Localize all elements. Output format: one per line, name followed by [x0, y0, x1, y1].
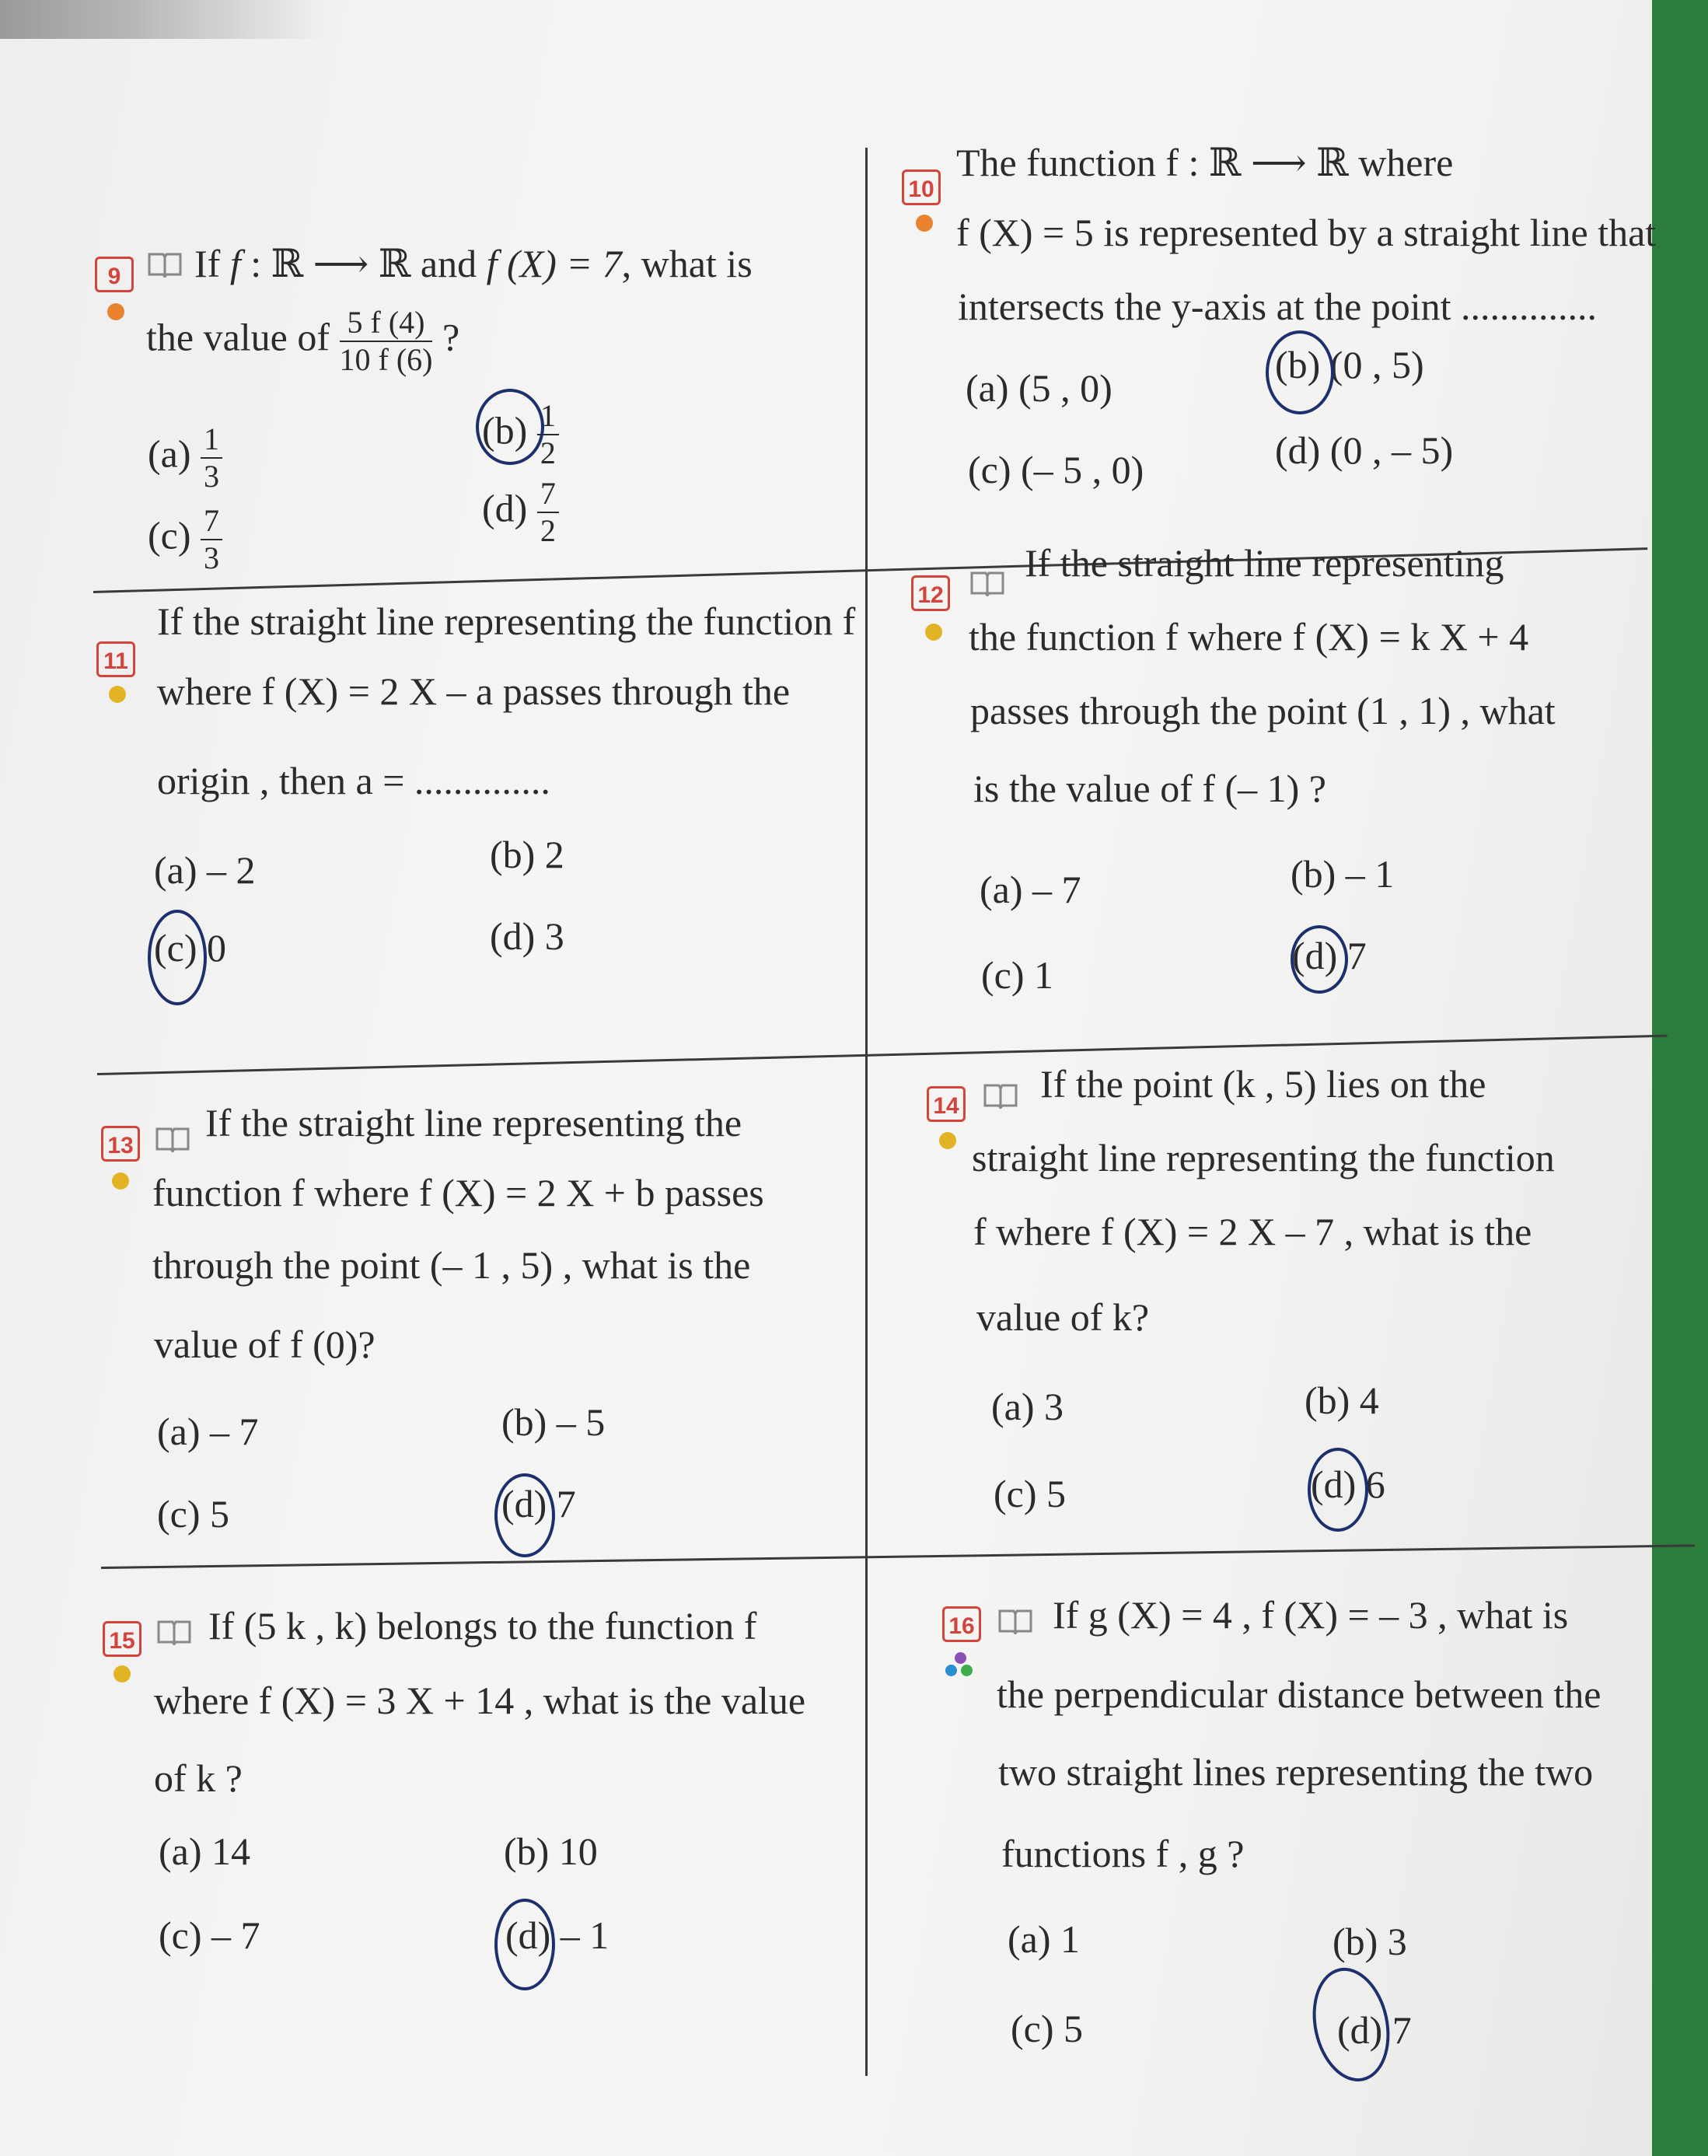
question-16-line-1: If g (X) = 4 , f (X) = – 3 , what is	[1053, 1593, 1569, 1637]
option-a[interactable]: (a) – 7	[157, 1410, 259, 1453]
question-14-line-2: straight line representing the function	[972, 1136, 1555, 1179]
option-b[interactable]: (b) 2	[490, 833, 564, 876]
option-c[interactable]: (c) (– 5 , 0)	[968, 448, 1144, 491]
question-14-line-1: If the point (k , 5) lies on the	[1040, 1062, 1486, 1106]
question-number-badge: 13	[101, 1126, 140, 1162]
option-b[interactable]: (b) 4	[1305, 1379, 1379, 1422]
question-16-line-2: the perpendicular distance between the	[997, 1672, 1601, 1716]
question-14-line-4: value of k?	[976, 1295, 1150, 1339]
option-a[interactable]: (a) 1	[1008, 1917, 1080, 1961]
option-a[interactable]: (a) $\frac{1}{3}$	[148, 424, 222, 492]
option-d[interactable]: (d) 7	[1292, 934, 1367, 977]
option-c[interactable]: (c) 5	[157, 1492, 229, 1536]
question-9-line-2: the value of $\frac{5 f (4)}{10 f (6)}$ ?	[146, 305, 460, 377]
option-a[interactable]: (a) 14	[159, 1829, 250, 1873]
option-c[interactable]: (c) $\frac{7}{3}$	[148, 505, 222, 574]
difficulty-dot	[916, 215, 933, 232]
difficulty-dot	[112, 1172, 129, 1190]
column-divider	[865, 148, 868, 2076]
question-12-line-4: is the value of f (– 1) ?	[973, 767, 1327, 810]
option-c[interactable]: (c) – 7	[159, 1913, 260, 1957]
option-c[interactable]: (c) 5	[1011, 2007, 1083, 2050]
option-c[interactable]: (c) 0	[154, 926, 226, 970]
option-b[interactable]: (b) (0 , 5)	[1275, 343, 1424, 386]
option-b[interactable]: (b) 3	[1333, 1920, 1407, 1963]
option-d[interactable]: (d) 6	[1311, 1462, 1385, 1506]
question-10-line-3: intersects the y-axis at the point ..............	[958, 285, 1598, 328]
option-c[interactable]: (c) 1	[981, 953, 1053, 997]
question-13-line-1: If the straight line representing the	[205, 1101, 742, 1144]
question-14-line-3: f where f (X) = 2 X – 7 , what is the	[973, 1210, 1532, 1253]
option-a[interactable]: (a) 3	[991, 1385, 1064, 1428]
difficulty-dot	[925, 624, 942, 641]
answer-circle	[1308, 1448, 1368, 1532]
answer-circle	[494, 1899, 555, 1990]
question-10-line-1: The function f : ℝ ⟶ ℝ where	[956, 141, 1454, 184]
question-13-line-2: function f where f (X) = 2 X + b passes	[152, 1171, 764, 1214]
question-number-badge: 10	[902, 169, 941, 205]
question-11-line-2: where f (X) = 2 X – a passes through the	[157, 669, 791, 713]
answer-circle	[476, 389, 544, 465]
option-a[interactable]: (a) (5 , 0)	[966, 366, 1112, 410]
question-16-line-4: functions f , g ?	[1001, 1832, 1245, 1875]
difficulty-dot	[109, 686, 126, 703]
book-icon	[970, 570, 1004, 596]
row-divider-3	[101, 1544, 1695, 1569]
question-12-line-2: the function f where f (X) = k X + 4	[969, 615, 1529, 659]
question-13-line-4: value of f (0)?	[154, 1323, 375, 1366]
question-number-badge: 16	[942, 1606, 981, 1642]
question-11-line-3: origin , then a = ..............	[157, 759, 550, 802]
difficulty-dot	[107, 303, 124, 320]
option-a[interactable]: (a) – 7	[980, 868, 1081, 911]
option-d[interactable]: (d) (0 , – 5)	[1275, 428, 1454, 472]
question-number-badge: 12	[911, 575, 950, 611]
option-c[interactable]: (c) 5	[994, 1472, 1066, 1515]
option-d[interactable]: (d) 3	[490, 914, 564, 958]
option-d[interactable]: (d) $\frac{7}{2}$	[482, 478, 559, 547]
book-icon	[148, 251, 182, 278]
answer-circle	[148, 910, 207, 1005]
question-12-line-3: passes through the point (1 , 1) , what	[970, 689, 1556, 732]
question-15-line-3: of k ?	[154, 1756, 243, 1800]
option-a[interactable]: (a) – 2	[154, 848, 256, 892]
option-b[interactable]: (b) – 5	[501, 1400, 606, 1444]
question-16-line-3: two straight lines representing the two	[998, 1750, 1594, 1794]
book-icon	[983, 1082, 1018, 1109]
question-13-line-3: through the point (– 1 , 5) , what is the	[152, 1243, 751, 1287]
difficulty-dots	[945, 1652, 976, 1683]
option-d[interactable]: (d) – 1	[505, 1913, 610, 1957]
question-number-badge: 15	[103, 1621, 141, 1657]
question-11-line-1: If the straight line representing the function f	[157, 599, 856, 643]
question-10-line-2: f (X) = 5 is represented by a straight line that	[956, 211, 1657, 254]
book-icon	[157, 1619, 191, 1645]
value-fraction: $\frac{5 f (4)}{10 f (6)}$	[339, 305, 433, 377]
option-b[interactable]: (b) – 1	[1291, 852, 1395, 896]
difficulty-dot	[939, 1132, 956, 1149]
answer-circle	[494, 1473, 555, 1557]
question-15-line-1: If (5 k , k) belongs to the function f	[208, 1604, 757, 1648]
question-number-badge: 14	[927, 1086, 966, 1122]
book-icon	[998, 1608, 1032, 1634]
answer-circle	[1266, 330, 1334, 414]
option-b[interactable]: (b) $\frac{1}{2}$	[482, 400, 559, 469]
answer-circle	[1291, 925, 1348, 994]
book-icon	[155, 1126, 190, 1152]
difficulty-dot	[114, 1665, 131, 1683]
option-b[interactable]: (b) 10	[504, 1829, 598, 1873]
option-d[interactable]: (d) 7	[501, 1482, 576, 1525]
page-corner-shadow	[0, 0, 327, 39]
question-12-line-1: If the straight line representing	[1025, 541, 1504, 585]
question-number-badge: 9	[95, 257, 134, 292]
option-d[interactable]: (d) 7	[1337, 2008, 1412, 2052]
answer-circle	[1303, 1961, 1400, 2089]
question-9-line-1: If f : ℝ ⟶ ℝ and f (X) = 7, what is	[194, 242, 753, 285]
question-number-badge: 11	[96, 641, 135, 677]
question-15-line-2: where f (X) = 3 X + 14 , what is the value	[154, 1679, 806, 1722]
